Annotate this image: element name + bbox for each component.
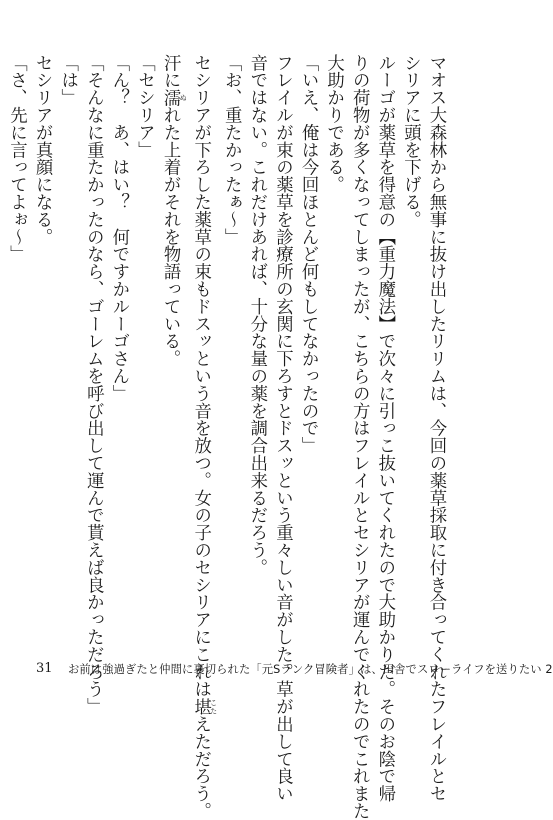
running-title: お前は強過ぎたと仲間に裏切られた「元Sランク冒険者」は、田舎でスローライフを送りたい 2 [68, 663, 553, 676]
text-line-3: ルーゴが薬草を得意の【重力魔法】で次々に引っこ抜いてくれたので大助かりだ。そのお陰で帰 [374, 54, 395, 803]
text-line-16: セシリアが真顔になる。 [32, 54, 53, 246]
text-line-6: 「いえ、俺は今回ほとんど何もしてなかったので」 [298, 54, 319, 455]
text-line-11: 汗に濡 ぬれた上着がそれを物語っている。 [160, 54, 188, 368]
text-line-8: 音ではない。これだけあれば、十分な量の薬を調合出来るだろう。 [246, 54, 267, 576]
text-line-4: りの荷物が多くなってしまったが、こちらの方はフレイルとセシリアが運んでくれたのでこれまた [349, 54, 370, 820]
text-line-2: シリアに頭を下げる。 [400, 54, 421, 228]
text-line-12: 「セシリア」 [134, 54, 155, 159]
text-line-1: マオス大森林から無事に抜け出したリリムは、今回の薬草採取に付き合ってくれたフレイルとセ [426, 54, 446, 803]
text-line-5: 大助かりである。 [323, 54, 344, 194]
ruby-kota: 堪 こた [190, 697, 218, 716]
text-line-17: 「さ、先に言ってよぉ～」 [6, 54, 27, 263]
text-line-7: フレイルが束の薬草を診療所の玄関に下ろすとドスッという重々しい音がした。草が出して良い [272, 54, 293, 803]
text-line-15: 「は」 [57, 54, 78, 107]
text-line-13: 「ん？ あ、はい？ 何ですかルーゴさん」 [108, 54, 129, 402]
text-line-10: セシリアが下ろした薬草の束もドスッという音を放つ。女の子のセシリアにこれは堪 こたえただろう。 [190, 54, 218, 820]
text-line-9: 「お、重たかったぁ～」 [221, 54, 242, 246]
page-number: 31 [36, 661, 53, 676]
ruby-nure: 濡 ぬ [160, 88, 188, 107]
text-line-14: 「そんなに重たかったのなら、ゴーレムを呼び出して運んで貰えば良かっただろう」 [83, 54, 104, 716]
